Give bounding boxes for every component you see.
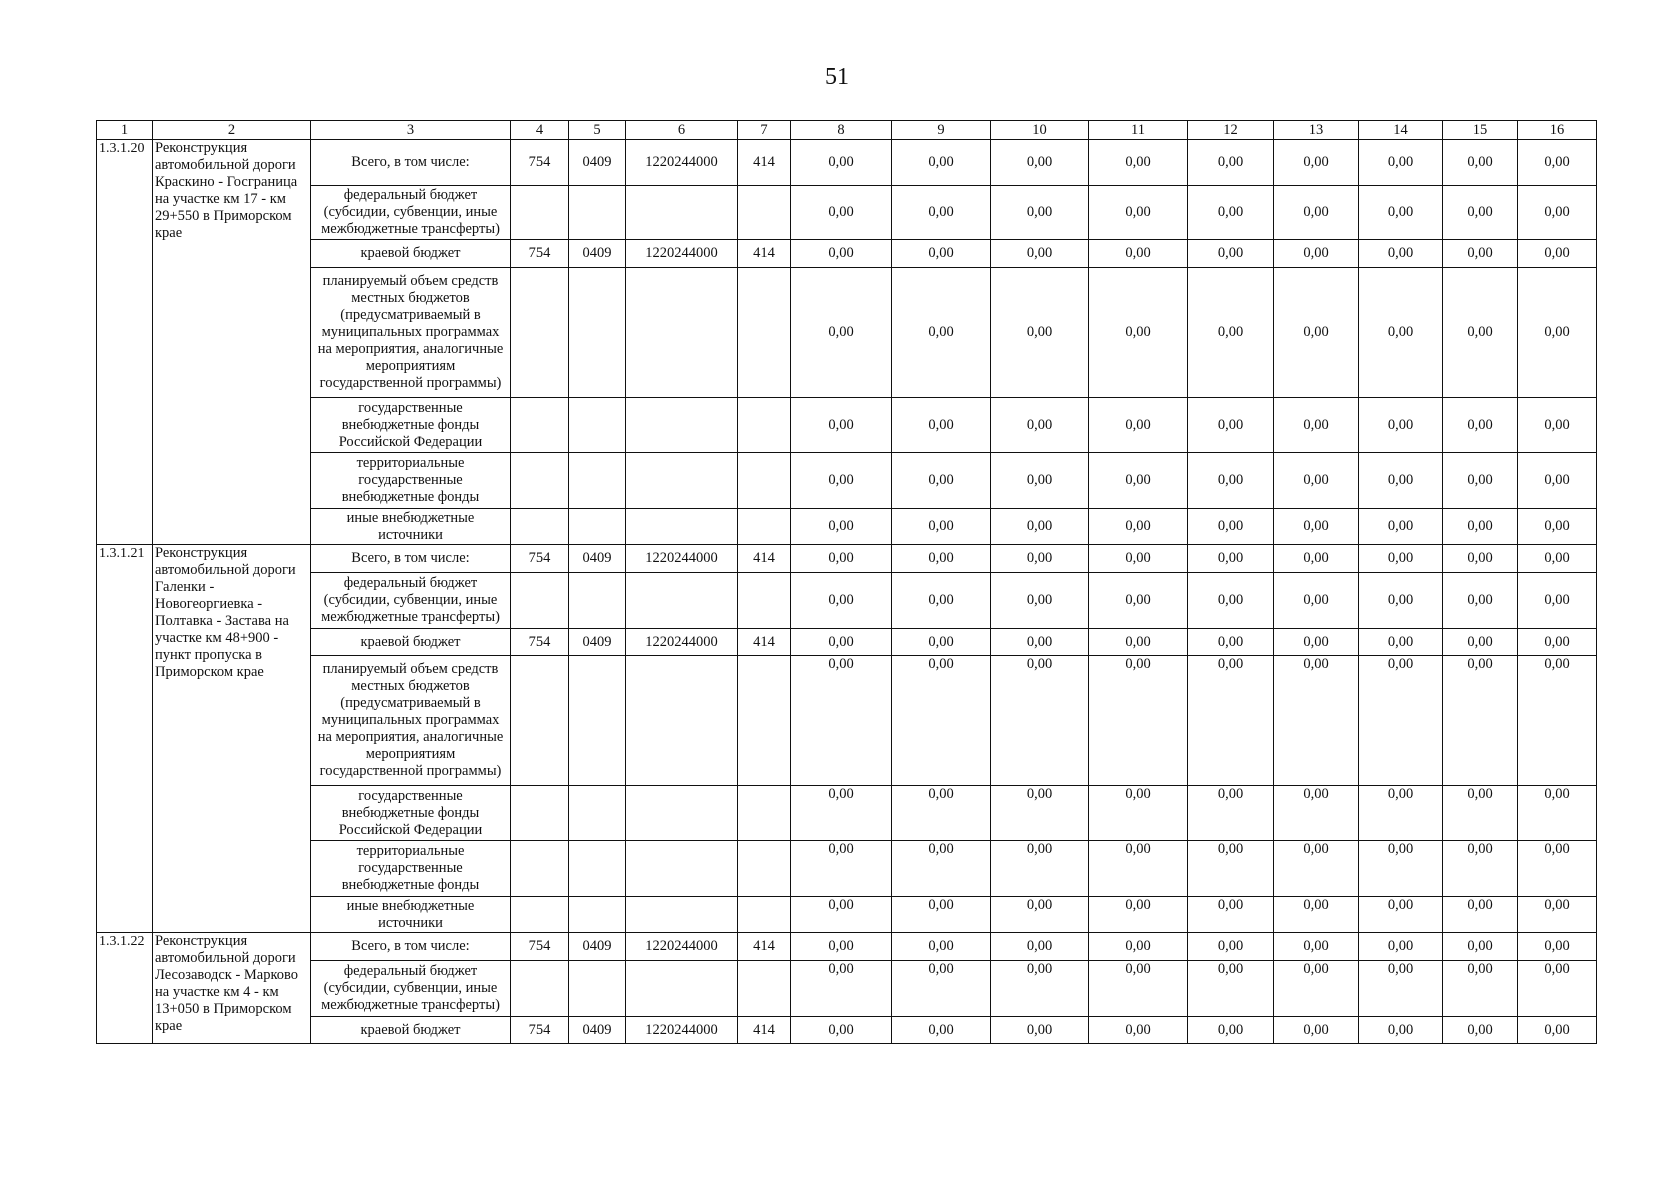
cell-c5 [569, 453, 626, 509]
value-cell: 0,00 [1274, 268, 1359, 398]
value-cell: 0,00 [1274, 933, 1359, 961]
value-cell: 0,00 [791, 453, 892, 509]
cell-c4 [511, 509, 569, 545]
value-cell: 0,00 [1443, 656, 1518, 786]
cell-c4: 754 [511, 240, 569, 268]
value-cell: 0,00 [1443, 1017, 1518, 1044]
cell-c4 [511, 961, 569, 1017]
table-row [97, 1017, 1597, 1044]
cell-c5 [569, 186, 626, 240]
value-cell: 0,00 [1443, 786, 1518, 841]
value-cell: 0,00 [1359, 509, 1443, 545]
cell-c6: 1220244000 [626, 629, 738, 656]
cell-c5 [569, 268, 626, 398]
funding-source: федеральный бюджет (субсидии, субвенции, иные межбюджетные трансферты) [311, 961, 511, 1017]
value-cell: 0,00 [1359, 453, 1443, 509]
value-cell: 0,00 [1188, 398, 1274, 453]
value-cell: 0,00 [791, 961, 892, 1017]
value-cell: 0,00 [991, 398, 1089, 453]
cell-c6 [626, 186, 738, 240]
value-cell: 0,00 [1443, 398, 1518, 453]
cell-c7 [738, 961, 791, 1017]
value-cell: 0,00 [791, 1017, 892, 1044]
cell-c5: 0409 [569, 240, 626, 268]
value-cell: 0,00 [892, 398, 991, 453]
value-cell: 0,00 [991, 545, 1089, 573]
cell-c7: 414 [738, 545, 791, 573]
cell-c7 [738, 841, 791, 897]
value-cell: 0,00 [791, 240, 892, 268]
value-cell: 0,00 [892, 573, 991, 629]
cell-c7: 414 [738, 1017, 791, 1044]
value-cell: 0,00 [1359, 961, 1443, 1017]
value-cell: 0,00 [1518, 545, 1597, 573]
cell-c7 [738, 656, 791, 786]
cell-c6 [626, 961, 738, 1017]
value-cell: 0,00 [892, 897, 991, 933]
cell-c7 [738, 268, 791, 398]
table-row [97, 961, 1597, 1017]
row-title: Реконструкция автомобильной дороги Краскино - Госграница на участке км 17 - км 29+550 в Приморском крае [153, 140, 311, 545]
value-cell: 0,00 [1089, 786, 1188, 841]
cell-c6: 1220244000 [626, 545, 738, 573]
value-cell: 0,00 [791, 897, 892, 933]
funding-source: планируемый объем средств местных бюджетов (предусматриваемый в муниципальных программах на мероприятия, аналогичные мероприятиям государственной программы) [311, 268, 511, 398]
value-cell: 0,00 [1274, 1017, 1359, 1044]
cell-c4 [511, 268, 569, 398]
page-number: 51 [825, 64, 849, 90]
value-cell: 0,00 [1518, 786, 1597, 841]
table-row [97, 573, 1597, 629]
value-cell: 0,00 [1188, 629, 1274, 656]
header-cell: 15 [1443, 121, 1518, 140]
value-cell: 0,00 [1188, 268, 1274, 398]
cell-c7 [738, 398, 791, 453]
value-cell: 0,00 [791, 509, 892, 545]
table-row [97, 453, 1597, 509]
cell-c6 [626, 453, 738, 509]
cell-c4: 754 [511, 1017, 569, 1044]
cell-c7 [738, 509, 791, 545]
value-cell: 0,00 [1188, 961, 1274, 1017]
value-cell: 0,00 [991, 453, 1089, 509]
value-cell: 0,00 [1443, 629, 1518, 656]
value-cell: 0,00 [1089, 453, 1188, 509]
value-cell: 0,00 [1443, 453, 1518, 509]
value-cell: 0,00 [991, 573, 1089, 629]
value-cell: 0,00 [1518, 509, 1597, 545]
value-cell: 0,00 [1089, 629, 1188, 656]
header-cell: 3 [311, 121, 511, 140]
cell-c5 [569, 398, 626, 453]
cell-c7: 414 [738, 140, 791, 186]
value-cell: 0,00 [1359, 933, 1443, 961]
cell-c5: 0409 [569, 629, 626, 656]
value-cell: 0,00 [1443, 186, 1518, 240]
value-cell: 0,00 [1518, 573, 1597, 629]
value-cell: 0,00 [1518, 1017, 1597, 1044]
funding-source: государственные внебюджетные фонды Российской Федерации [311, 786, 511, 841]
value-cell: 0,00 [1518, 398, 1597, 453]
table-row [97, 933, 1597, 961]
value-cell: 0,00 [1518, 961, 1597, 1017]
funding-source: краевой бюджет [311, 1017, 511, 1044]
value-cell: 0,00 [1359, 545, 1443, 573]
funding-source: краевой бюджет [311, 240, 511, 268]
cell-c6 [626, 268, 738, 398]
value-cell: 0,00 [1089, 268, 1188, 398]
value-cell: 0,00 [1518, 933, 1597, 961]
value-cell: 0,00 [791, 268, 892, 398]
value-cell: 0,00 [1359, 841, 1443, 897]
header-cell: 11 [1089, 121, 1188, 140]
funding-source: Всего, в том числе: [311, 140, 511, 186]
value-cell: 0,00 [1359, 268, 1443, 398]
value-cell: 0,00 [1274, 509, 1359, 545]
header-cell: 9 [892, 121, 991, 140]
cell-c4 [511, 453, 569, 509]
cell-c5: 0409 [569, 933, 626, 961]
value-cell: 0,00 [791, 573, 892, 629]
value-cell: 0,00 [1359, 897, 1443, 933]
value-cell: 0,00 [991, 629, 1089, 656]
header-cell: 7 [738, 121, 791, 140]
value-cell: 0,00 [892, 961, 991, 1017]
value-cell: 0,00 [1089, 933, 1188, 961]
value-cell: 0,00 [1359, 398, 1443, 453]
value-cell: 0,00 [791, 656, 892, 786]
header-cell: 4 [511, 121, 569, 140]
value-cell: 0,00 [892, 841, 991, 897]
cell-c6 [626, 897, 738, 933]
value-cell: 0,00 [1274, 186, 1359, 240]
cell-c6: 1220244000 [626, 240, 738, 268]
funding-source: федеральный бюджет (субсидии, субвенции, иные межбюджетные трансферты) [311, 573, 511, 629]
funding-source: государственные внебюджетные фонды Российской Федерации [311, 398, 511, 453]
value-cell: 0,00 [1274, 573, 1359, 629]
value-cell: 0,00 [1089, 897, 1188, 933]
cell-c6 [626, 656, 738, 786]
value-cell: 0,00 [1359, 1017, 1443, 1044]
cell-c7 [738, 897, 791, 933]
value-cell: 0,00 [1274, 961, 1359, 1017]
cell-c4: 754 [511, 933, 569, 961]
header-cell: 8 [791, 121, 892, 140]
value-cell: 0,00 [991, 961, 1089, 1017]
value-cell: 0,00 [1359, 629, 1443, 656]
value-cell: 0,00 [1443, 573, 1518, 629]
value-cell: 0,00 [1359, 140, 1443, 186]
table-row [97, 841, 1597, 897]
value-cell: 0,00 [991, 841, 1089, 897]
table-row [97, 897, 1597, 933]
value-cell: 0,00 [1089, 240, 1188, 268]
funding-source: Всего, в том числе: [311, 545, 511, 573]
value-cell: 0,00 [1188, 240, 1274, 268]
cell-c5 [569, 509, 626, 545]
cell-c6 [626, 509, 738, 545]
cell-c4 [511, 186, 569, 240]
value-cell: 0,00 [1274, 240, 1359, 268]
value-cell: 0,00 [791, 186, 892, 240]
value-cell: 0,00 [892, 786, 991, 841]
value-cell: 0,00 [892, 656, 991, 786]
value-cell: 0,00 [1274, 841, 1359, 897]
funding-source: краевой бюджет [311, 629, 511, 656]
value-cell: 0,00 [892, 140, 991, 186]
table-row [97, 656, 1597, 786]
value-cell: 0,00 [1089, 398, 1188, 453]
budget-table [96, 120, 1597, 1044]
cell-c6: 1220244000 [626, 933, 738, 961]
cell-c7 [738, 573, 791, 629]
table-row [97, 268, 1597, 398]
header-row [97, 121, 1597, 140]
header-cell: 12 [1188, 121, 1274, 140]
value-cell: 0,00 [1089, 509, 1188, 545]
cell-c4: 754 [511, 629, 569, 656]
value-cell: 0,00 [1188, 573, 1274, 629]
value-cell: 0,00 [791, 398, 892, 453]
value-cell: 0,00 [991, 186, 1089, 240]
value-cell: 0,00 [892, 933, 991, 961]
header-cell: 13 [1274, 121, 1359, 140]
value-cell: 0,00 [1443, 897, 1518, 933]
value-cell: 0,00 [1274, 398, 1359, 453]
value-cell: 0,00 [1443, 961, 1518, 1017]
funding-source: федеральный бюджет (субсидии, субвенции, иные межбюджетные трансферты) [311, 186, 511, 240]
cell-c4 [511, 841, 569, 897]
row-title: Реконструкция автомобильной дороги Лесозаводск - Марково на участке км 4 - км 13+050 в Приморском крае [153, 933, 311, 1044]
funding-source: иные внебюджетные источники [311, 897, 511, 933]
value-cell: 0,00 [1188, 1017, 1274, 1044]
table-row [97, 786, 1597, 841]
funding-source: иные внебюджетные источники [311, 509, 511, 545]
value-cell: 0,00 [991, 240, 1089, 268]
cell-c6: 1220244000 [626, 140, 738, 186]
cell-c7 [738, 453, 791, 509]
value-cell: 0,00 [991, 897, 1089, 933]
value-cell: 0,00 [1518, 897, 1597, 933]
cell-c7: 414 [738, 240, 791, 268]
value-cell: 0,00 [1089, 841, 1188, 897]
value-cell: 0,00 [791, 933, 892, 961]
value-cell: 0,00 [1274, 140, 1359, 186]
table-row [97, 240, 1597, 268]
value-cell: 0,00 [1188, 841, 1274, 897]
value-cell: 0,00 [892, 509, 991, 545]
value-cell: 0,00 [1188, 186, 1274, 240]
value-cell: 0,00 [892, 629, 991, 656]
funding-source: территориальные государственные внебюджетные фонды [311, 453, 511, 509]
value-cell: 0,00 [991, 1017, 1089, 1044]
cell-c6 [626, 398, 738, 453]
value-cell: 0,00 [1359, 573, 1443, 629]
cell-c5: 0409 [569, 140, 626, 186]
value-cell: 0,00 [892, 268, 991, 398]
value-cell: 0,00 [1274, 545, 1359, 573]
value-cell: 0,00 [1188, 933, 1274, 961]
value-cell: 0,00 [1089, 961, 1188, 1017]
cell-c7: 414 [738, 629, 791, 656]
value-cell: 0,00 [1188, 509, 1274, 545]
value-cell: 0,00 [1188, 786, 1274, 841]
cell-c7 [738, 786, 791, 841]
value-cell: 0,00 [791, 841, 892, 897]
header-cell: 6 [626, 121, 738, 140]
cell-c6 [626, 786, 738, 841]
value-cell: 0,00 [1518, 268, 1597, 398]
table-row [97, 140, 1597, 186]
header-cell: 5 [569, 121, 626, 140]
value-cell: 0,00 [1359, 240, 1443, 268]
value-cell: 0,00 [1443, 268, 1518, 398]
funding-source: планируемый объем средств местных бюджетов (предусматриваемый в муниципальных программах на мероприятия, аналогичные мероприятиям государственной программы) [311, 656, 511, 786]
value-cell: 0,00 [1443, 933, 1518, 961]
value-cell: 0,00 [1274, 786, 1359, 841]
cell-c4 [511, 786, 569, 841]
row-code: 1.3.1.20 [97, 140, 153, 545]
value-cell: 0,00 [1089, 186, 1188, 240]
header-cell: 1 [97, 121, 153, 140]
header-cell: 10 [991, 121, 1089, 140]
cell-c4: 754 [511, 140, 569, 186]
value-cell: 0,00 [991, 509, 1089, 545]
table-row [97, 398, 1597, 453]
value-cell: 0,00 [1274, 629, 1359, 656]
value-cell: 0,00 [1274, 656, 1359, 786]
value-cell: 0,00 [791, 545, 892, 573]
cell-c7: 414 [738, 933, 791, 961]
value-cell: 0,00 [1188, 656, 1274, 786]
cell-c5 [569, 961, 626, 1017]
value-cell: 0,00 [1274, 897, 1359, 933]
row-code: 1.3.1.21 [97, 545, 153, 933]
value-cell: 0,00 [1443, 545, 1518, 573]
value-cell: 0,00 [991, 268, 1089, 398]
table-row [97, 186, 1597, 240]
cell-c4: 754 [511, 545, 569, 573]
cell-c5: 0409 [569, 1017, 626, 1044]
cell-c5 [569, 841, 626, 897]
value-cell: 0,00 [1188, 453, 1274, 509]
value-cell: 0,00 [1443, 140, 1518, 186]
value-cell: 0,00 [1518, 453, 1597, 509]
table-row [97, 629, 1597, 656]
value-cell: 0,00 [1089, 140, 1188, 186]
value-cell: 0,00 [1188, 140, 1274, 186]
value-cell: 0,00 [1518, 186, 1597, 240]
value-cell: 0,00 [1518, 656, 1597, 786]
cell-c5 [569, 897, 626, 933]
value-cell: 0,00 [892, 453, 991, 509]
row-code: 1.3.1.22 [97, 933, 153, 1044]
table-row [97, 509, 1597, 545]
header-cell: 14 [1359, 121, 1443, 140]
value-cell: 0,00 [1089, 1017, 1188, 1044]
value-cell: 0,00 [892, 1017, 991, 1044]
cell-c5 [569, 573, 626, 629]
value-cell: 0,00 [1518, 841, 1597, 897]
value-cell: 0,00 [1518, 629, 1597, 656]
value-cell: 0,00 [1518, 240, 1597, 268]
value-cell: 0,00 [1274, 453, 1359, 509]
cell-c5: 0409 [569, 545, 626, 573]
cell-c6 [626, 841, 738, 897]
value-cell: 0,00 [1518, 140, 1597, 186]
value-cell: 0,00 [1443, 841, 1518, 897]
value-cell: 0,00 [892, 186, 991, 240]
value-cell: 0,00 [1089, 573, 1188, 629]
cell-c6 [626, 573, 738, 629]
value-cell: 0,00 [1359, 656, 1443, 786]
value-cell: 0,00 [1359, 186, 1443, 240]
table-row [97, 545, 1597, 573]
cell-c4 [511, 656, 569, 786]
cell-c4 [511, 398, 569, 453]
header-cell: 16 [1518, 121, 1597, 140]
value-cell: 0,00 [791, 140, 892, 186]
value-cell: 0,00 [791, 629, 892, 656]
value-cell: 0,00 [1089, 656, 1188, 786]
value-cell: 0,00 [1188, 897, 1274, 933]
cell-c4 [511, 897, 569, 933]
value-cell: 0,00 [991, 786, 1089, 841]
value-cell: 0,00 [892, 545, 991, 573]
funding-source: территориальные государственные внебюджетные фонды [311, 841, 511, 897]
cell-c5 [569, 786, 626, 841]
cell-c4 [511, 573, 569, 629]
header-cell: 2 [153, 121, 311, 140]
cell-c7 [738, 186, 791, 240]
row-title: Реконструкция автомобильной дороги Галенки - Новогеоргиевка - Полтавка - Застава на участке км 48+900 - пункт пропуска в Приморском крае [153, 545, 311, 933]
value-cell: 0,00 [991, 140, 1089, 186]
value-cell: 0,00 [892, 240, 991, 268]
value-cell: 0,00 [791, 786, 892, 841]
value-cell: 0,00 [991, 656, 1089, 786]
value-cell: 0,00 [1089, 545, 1188, 573]
cell-c5 [569, 656, 626, 786]
funding-source: Всего, в том числе: [311, 933, 511, 961]
value-cell: 0,00 [1188, 545, 1274, 573]
value-cell: 0,00 [1443, 509, 1518, 545]
value-cell: 0,00 [1443, 240, 1518, 268]
cell-c6: 1220244000 [626, 1017, 738, 1044]
value-cell: 0,00 [991, 933, 1089, 961]
value-cell: 0,00 [1359, 786, 1443, 841]
